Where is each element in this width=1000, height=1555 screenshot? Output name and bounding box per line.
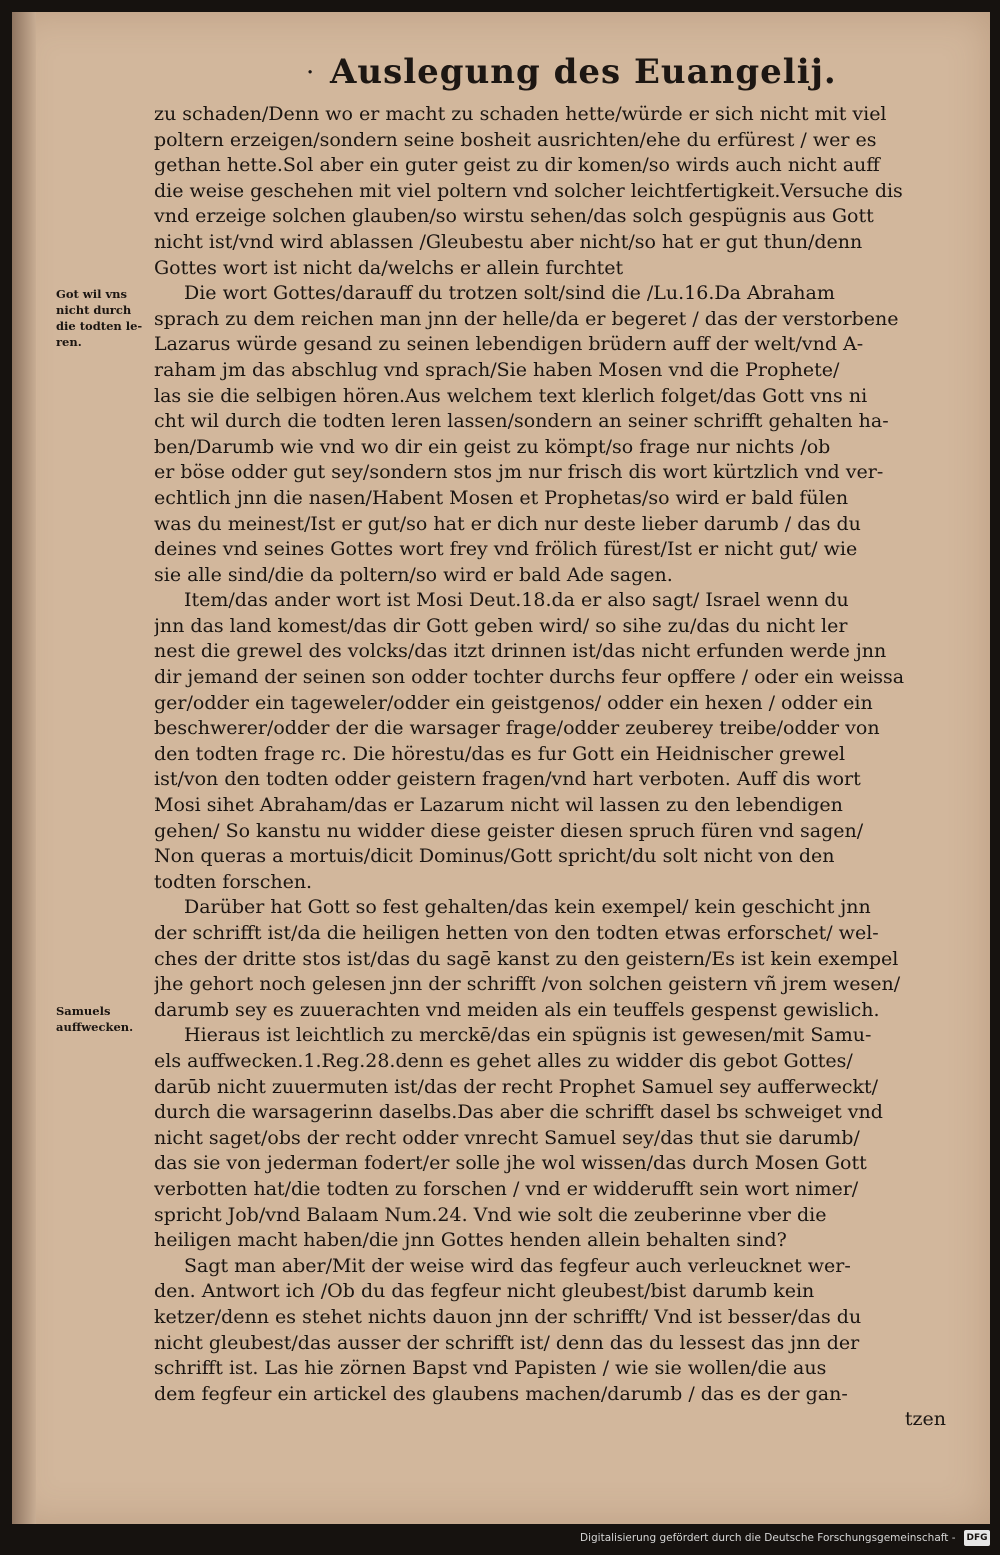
margin-note-line: Got wil vns bbox=[56, 287, 127, 301]
page-spine-shadow bbox=[12, 12, 36, 1524]
text-line: sprach zu dem reichen man jnn der helle/da er begeret / das der verstorbene bbox=[154, 307, 899, 330]
text-line: deines vnd seines Gottes wort frey vnd frölich fürest/Ist er nicht gut/ wie bbox=[154, 538, 858, 561]
text-line: heiligen macht haben/die jnn Gottes henden allein behalten sind? bbox=[154, 1229, 787, 1252]
text-line: Sagt man aber/Mit der weise wird das fegfeur auch verleucknet wer- bbox=[184, 1254, 851, 1277]
text-line: durch die warsagerinn daselbs.Das aber die schrifft dasel bs schweiget vnd bbox=[154, 1101, 883, 1124]
text-line: poltern erzeigen/sondern seine bosheit ausrichten/ehe du erfürest / wer es bbox=[154, 128, 877, 151]
text-line: spricht Job/vnd Balaam Num.24. Vnd wie solt die zeuberinne vber die bbox=[154, 1203, 827, 1226]
text-line: las sie die selbigen hören.Aus welchem text klerlich folget/das Gott vns ni bbox=[154, 384, 868, 407]
text-line: raham jm das abschlug vnd sprach/Sie haben Mosen vnd die Prophete/ bbox=[154, 358, 840, 381]
text-line: Non queras a mortuis/dicit Dominus/Gott spricht/du solt nicht von den bbox=[154, 845, 835, 868]
text-line: ketzer/denn es stehet nichts dauon jnn der schrifft/ Vnd ist besser/das du bbox=[154, 1305, 862, 1328]
text-line: gethan hette.Sol aber ein guter geist zu dir komen/so wirds auch nicht auff bbox=[154, 154, 880, 177]
text-line: Gottes wort ist nicht da/welchs er allein furchtet bbox=[154, 256, 624, 279]
text-line: cht wil durch die todten leren lassen/sondern an seiner schrifft gehalten ha- bbox=[154, 410, 889, 433]
text-line: darumb sey es zuuerachten vnd meiden als ein teuffels gespenst gewislich. bbox=[154, 998, 880, 1021]
text-line: die weise geschehen mit viel poltern vnd solcher leichtfertigkeit.Versuche dis bbox=[154, 179, 903, 202]
text-line: Lazarus würde gesand zu seinen lebendigen brüdern auff der welt/vnd A- bbox=[154, 333, 864, 356]
text-line: tzen bbox=[904, 1408, 946, 1431]
text-line: nicht gleubest/das ausser der schrifft ist/ denn das du lessest das jnn der bbox=[154, 1331, 860, 1354]
margin-note-line: ren. bbox=[56, 335, 82, 349]
text-line: Darüber hat Gott so fest gehalten/das kein exempel/ kein geschicht jnn bbox=[184, 896, 871, 919]
text-line: jnn das land komest/das dir Gott geben wird/ so sihe zu/das du nicht ler bbox=[154, 614, 848, 637]
margin-note-1 bbox=[56, 286, 156, 350]
text-line: das sie von jederman fodert/er solle jhe wol wissen/das durch Mosen Gott bbox=[154, 1152, 867, 1175]
text-line: der schrifft ist/da die heiligen hetten von den todten etwas erforschet/ wel- bbox=[154, 922, 879, 944]
text-line: ben/Darumb wie vnd wo dir ein geist zu kömpt/so frage nur nichts /ob bbox=[154, 435, 831, 458]
text-line: schrifft ist. Las hie zörnen Bapst vnd Papisten / wie sie wollen/die aus bbox=[154, 1357, 827, 1380]
text-line: zu schaden/Denn wo er macht zu schaden hette/würde er sich nicht mit viel bbox=[154, 103, 887, 125]
text-line: dem fegfeur ein artickel des glaubens machen/darumb / das es der gan- bbox=[154, 1382, 848, 1405]
running-head-dot: · bbox=[306, 58, 315, 88]
text-line: verbotten hat/die todten zu forschen / vnd er widderufft sein wort nimer/ bbox=[154, 1177, 859, 1200]
text-line: dir jemand der seinen son odder tochter durchs feur opffere / oder ein weissa bbox=[154, 666, 905, 689]
text-line: gehen/ So kanstu nu widder diese geister diesen spruch füren vnd sagen/ bbox=[154, 819, 864, 842]
margin-note-line: die todten le- bbox=[56, 319, 143, 333]
text-line: ches der dritte stos ist/das du sagē kanst zu den geistern/Es ist kein exempel bbox=[154, 947, 899, 970]
text-line: er böse odder gut sey/sondern stos jm nur frisch dis wort kürtzlich vnd ver- bbox=[154, 461, 884, 484]
text-line: ger/odder ein tageweler/odder ein geistgenos/ odder ein hexen / odder ein bbox=[154, 691, 873, 714]
text-line: todten forschen. bbox=[154, 870, 313, 893]
footer-credit: Digitalisierung gefördert durch die Deutsche Forschungsgemeinschaft - bbox=[580, 1532, 956, 1544]
margin-note-line: nicht durch bbox=[56, 303, 132, 317]
text-line: sie alle sind/die da poltern/so wird er bald Ade sagen. bbox=[154, 563, 673, 586]
running-head: Auslegung des Euangelij. bbox=[330, 52, 837, 92]
text-line: Die wort Gottes/darauff du trotzen solt/sind die /Lu.16.Da Abraham bbox=[184, 282, 835, 305]
text-line: nicht saget/obs der recht odder vnrecht Samuel sey/das thut sie darumb/ bbox=[154, 1126, 860, 1149]
text-line: vnd erzeige solchen glauben/so wirstu sehen/das solch gespügnis aus Gott bbox=[154, 205, 874, 228]
margin-note-2 bbox=[56, 1003, 156, 1035]
text-line: beschwerer/odder der die warsager frage/odder zeuberey treibe/odder von bbox=[154, 717, 880, 740]
text-line: nicht ist/vnd wird ablassen /Gleubestu aber nicht/so hat er gut thun/denn bbox=[154, 230, 863, 253]
text-line: ist/von den todten odder geistern fragen/vnd hart verboten. Auff dis wort bbox=[154, 768, 861, 791]
text-line: els auffwecken.1.Reg.28.denn es gehet alles zu widder dis gebot Gottes/ bbox=[154, 1049, 853, 1072]
text-line: echtlich jnn die nasen/Habent Mosen et Prophetas/so wird er bald fülen bbox=[154, 486, 849, 509]
text-line: den todten frage rc. Die hörestu/das es fur Gott ein Heidnischer grewel bbox=[154, 742, 846, 765]
text-line: den. Antwort ich /Ob du das fegfeur nicht gleubest/bist darumb kein bbox=[154, 1280, 815, 1303]
text-line: darūb nicht zuuermuten ist/das der recht Prophet Samuel sey aufferweckt/ bbox=[154, 1075, 879, 1098]
margin-note-line: auffwecken. bbox=[56, 1020, 134, 1034]
dfg-logo: DFG bbox=[964, 1530, 990, 1546]
text-line: Hieraus ist leichtlich zu merckē/das ein spügnis ist gewesen/mit Samu- bbox=[184, 1024, 872, 1047]
margin-note-line: Samuels bbox=[56, 1004, 111, 1018]
text-line: jhe gehort noch gelesen jnn der schrifft /von solchen geistern vñ jrem wesen/ bbox=[154, 973, 901, 996]
text-line: Mosi sihet Abraham/das er Lazarum nicht wil lassen zu den lebendigen bbox=[154, 794, 843, 817]
text-line: was du meinest/Ist er gut/so hat er dich nur deste lieber darumb / das du bbox=[154, 512, 861, 535]
text-line: nest die grewel des volcks/das itzt drinnen ist/das nicht erfunden werde jnn bbox=[154, 640, 887, 663]
body-text bbox=[154, 102, 954, 1433]
text-line: Item/das ander wort ist Mosi Deut.18.da er also sagt/ Israel wenn du bbox=[184, 589, 849, 612]
